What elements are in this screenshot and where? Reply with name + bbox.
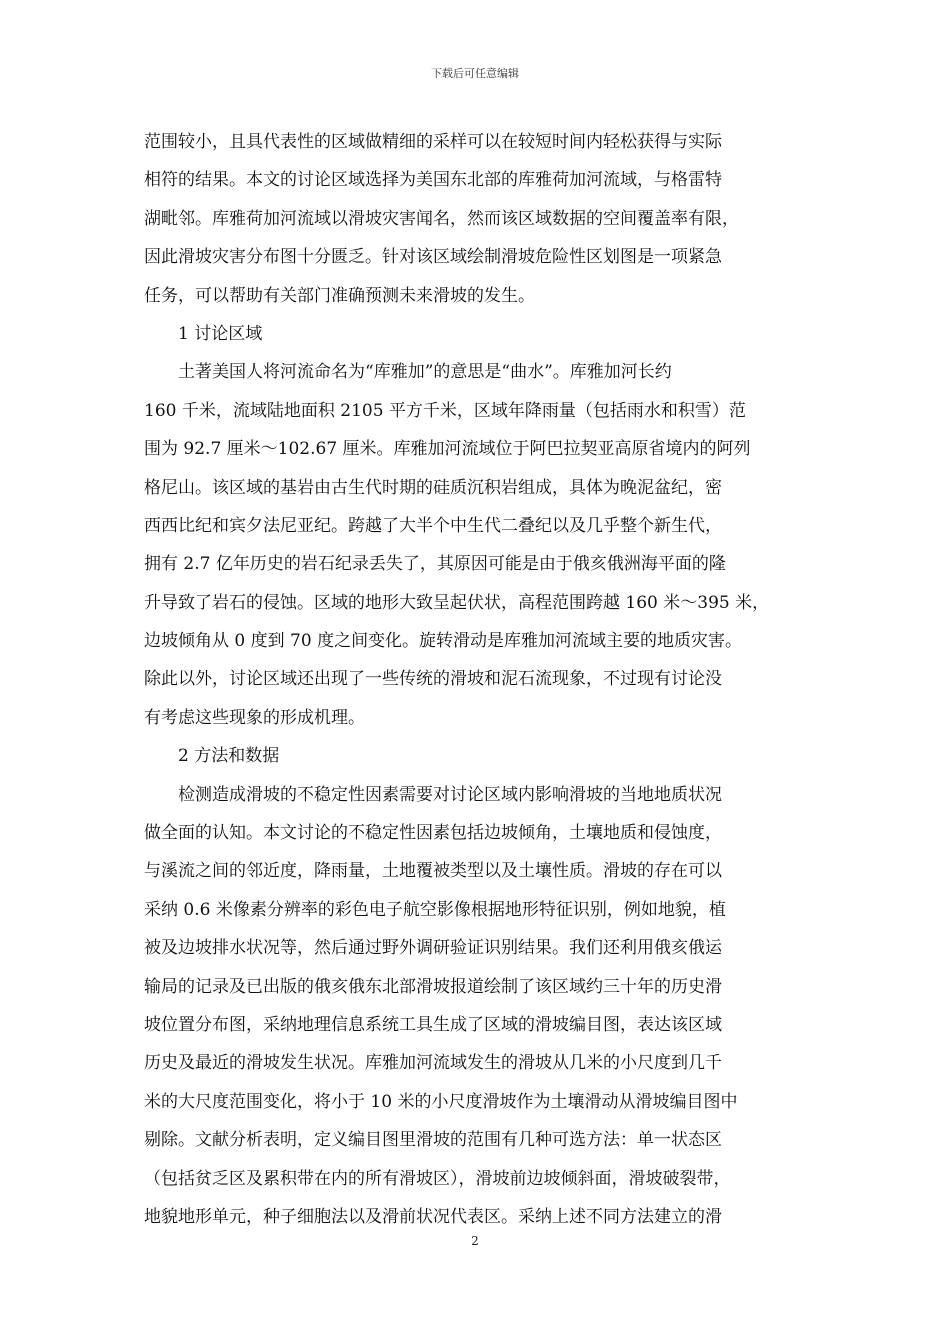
page-header: 下载后可任意编辑 <box>431 67 519 80</box>
body-line: 相符的结果。本文的讨论区域选择为美国东北部的库雅荷加河流域，与格雷特 <box>144 170 722 191</box>
body-line: 范围较小，且具代表性的区域做精细的采样可以在较短时间内轻松获得与实际 <box>144 132 722 152</box>
body-line: （包括贫乏区及累积带在内的所有滑坡区），滑坡前边坡倾斜面，滑坡破裂带， <box>144 1168 731 1189</box>
body-line: 有考虑这些现象的形成机理。 <box>144 707 365 728</box>
body-line: 做全面的认知。本文讨论的不稳定性因素包括边坡倾角，土壤地质和侵蚀度， <box>144 823 722 844</box>
body-line: 地貌地形单元，种子细胞法以及滑前状况代表区。采纳上述不同方法建立的滑 <box>144 1206 722 1227</box>
body-line: 西西比纪和宾夕法尼亚纪。跨越了大半个中生代二叠纪以及几乎整个新生代， <box>144 515 722 536</box>
body-line: 坡位置分布图，采纳地理信息系统工具生成了区域的滑坡编目图，表达该区域 <box>144 1014 722 1035</box>
body-line: 输局的记录及已出版的俄亥俄东北部滑坡报道绘制了该区域约三十年的历史滑 <box>144 976 722 997</box>
body-line: 任务，可以帮助有关部门准确预测未来滑坡的发生。 <box>144 285 535 306</box>
body-line: 因此滑坡灾害分布图十分匮乏。针对该区域绘制滑坡危险性区划图是一项紧急 <box>144 247 722 268</box>
body-line: 剔除。文献分析表明，定义编目图里滑坡的范围有几种可选方法：单一状态区 <box>144 1130 722 1151</box>
body-line: 与溪流之间的邻近度，降雨量，土地覆被类型以及土壤性质。滑坡的存在可以 <box>144 861 722 882</box>
section-heading-study-area: 1 讨论区域 <box>178 323 263 344</box>
body-line: 升导致了岩石的侵蚀。区域的地形大致呈起伏状，高程范围跨越 160 米～395 米， <box>144 592 770 613</box>
body-line: 除此以外，讨论区域还出现了一些传统的滑坡和泥石流现象，不过现有讨论没 <box>144 669 722 690</box>
body-line: 边坡倾角从 0 度到 70 度之间变化。旋转滑动是库雅加河流域主要的地质灾害。 <box>144 631 743 652</box>
body-line: 历史及最近的滑坡发生状况。库雅加河流域发生的滑坡从几米的小尺度到几千 <box>144 1053 722 1074</box>
body-line: 拥有 2.7 亿年历史的岩石纪录丢失了，其原因可能是由于俄亥俄洲海平面的隆 <box>144 554 726 575</box>
body-line: 米的大尺度范围变化，将小于 10 米的小尺度滑坡作为土壤滑动从滑坡编目图中 <box>144 1091 738 1112</box>
body-line: 采纳 0.6 米像素分辨率的彩色电子航空影像根据地形特征识别，例如地貌，植 <box>144 899 726 920</box>
body-line: 160 千米，流域陆地面积 2105 平方千米，区域年降雨量（包括雨水和积雪）范 <box>144 400 746 421</box>
body-line: 检测造成滑坡的不稳定性因素需要对讨论区域内影响滑坡的当地地质状况 <box>178 784 722 805</box>
body-line: 被及边坡排水状况等，然后通过野外调研验证识别结果。我们还利用俄亥俄运 <box>144 938 722 959</box>
document-body <box>144 123 808 1236</box>
page-number: 2 <box>471 1234 479 1248</box>
body-line: 格尼山。该区域的基岩由古生代时期的硅质沉积岩组成，具体为晚泥盆纪，密 <box>144 477 722 498</box>
body-line: 土著美国人将河流命名为“库雅加”的意思是“曲水”。库雅加河长约 <box>178 362 672 383</box>
section-heading-methods: 2 方法和数据 <box>178 746 280 767</box>
body-line: 湖毗邻。库雅荷加河流域以滑坡灾害闻名，然而该区域数据的空间覆盖率有限， <box>144 208 739 229</box>
body-line: 围为 92.7 厘米～102.67 厘米。库雅加河流域位于阿巴拉契亚高原省境内的阿列 <box>144 439 751 460</box>
